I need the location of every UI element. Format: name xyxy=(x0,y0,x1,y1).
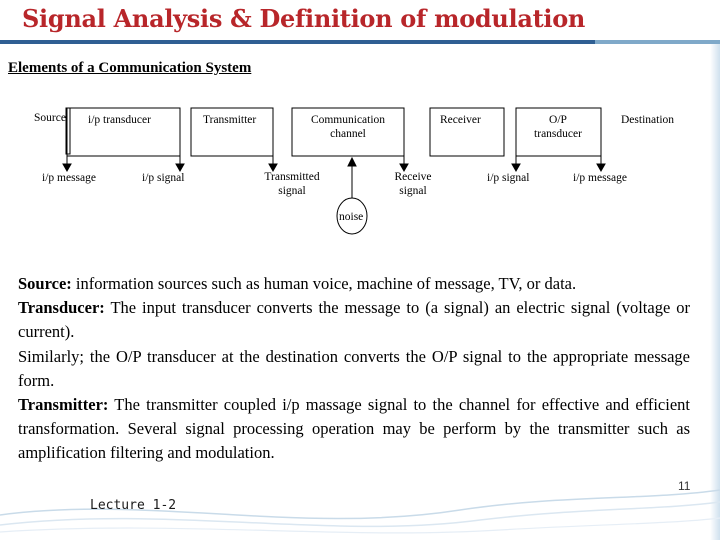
label-destination: Destination xyxy=(621,114,675,126)
label-ip-signal-2: i/p signal xyxy=(487,172,530,184)
label-ip-transducer: i/p transducer xyxy=(88,114,151,126)
text-transducer: The input transducer converts the message to (a signal) an electric signal (voltage or current). xyxy=(18,298,690,342)
paragraph-source xyxy=(18,272,690,296)
label-transmitted-line1: Transmitted xyxy=(264,171,320,183)
text-source: information sources such as human voice, machine of message, TV, or data. xyxy=(71,274,577,293)
term-transmitter: Transmitter: xyxy=(18,395,109,415)
footer-lecture-label: Lecture 1-2 xyxy=(90,498,177,513)
label-ip-signal: i/p signal xyxy=(142,172,185,184)
label-transmitted-line2: signal xyxy=(278,185,306,197)
label-receiver: Receiver xyxy=(440,114,481,126)
term-source: Source: xyxy=(18,274,72,293)
label-channel-line1: Communication xyxy=(310,114,386,126)
label-source: Source xyxy=(34,112,66,124)
section-heading: Elements of a Communication System xyxy=(8,60,252,76)
label-channel-line2: channel xyxy=(330,128,366,140)
paragraph-transducer xyxy=(18,296,690,344)
label-transmitted-signal xyxy=(262,170,322,198)
label-receive-line2: signal xyxy=(399,185,427,197)
term-transducer: Transducer: xyxy=(18,298,105,318)
footer-wave-decoration xyxy=(0,440,720,540)
label-op-transducer-line1: O/P xyxy=(549,114,567,126)
text-transmitter: The transmitter coupled i/p massage signal to the channel for effective and efficient transformation. Several signal processing operation may be perform by the transmitter such as amplification filtering and modulation. xyxy=(18,395,690,463)
paragraph-op-transducer xyxy=(18,345,690,393)
label-noise: noise xyxy=(339,211,364,223)
text-op-transducer: Similarly; the O/P transducer at the destination converts the O/P signal to the appropriate message form. xyxy=(18,346,690,390)
label-receive-line1: Receive xyxy=(394,171,432,183)
label-receive-signal xyxy=(388,170,438,198)
slide-title: Signal Analysis & Definition of modulation xyxy=(22,4,586,33)
body-text xyxy=(18,272,690,466)
label-op-transducer xyxy=(528,113,588,141)
label-channel xyxy=(308,113,388,141)
label-ip-message-2: i/p message xyxy=(573,172,627,184)
label-op-transducer-line2: transducer xyxy=(534,128,582,140)
label-ip-message: i/p message xyxy=(42,172,96,184)
page-number: 11 xyxy=(678,479,691,493)
label-transmitter: Transmitter xyxy=(203,114,257,126)
